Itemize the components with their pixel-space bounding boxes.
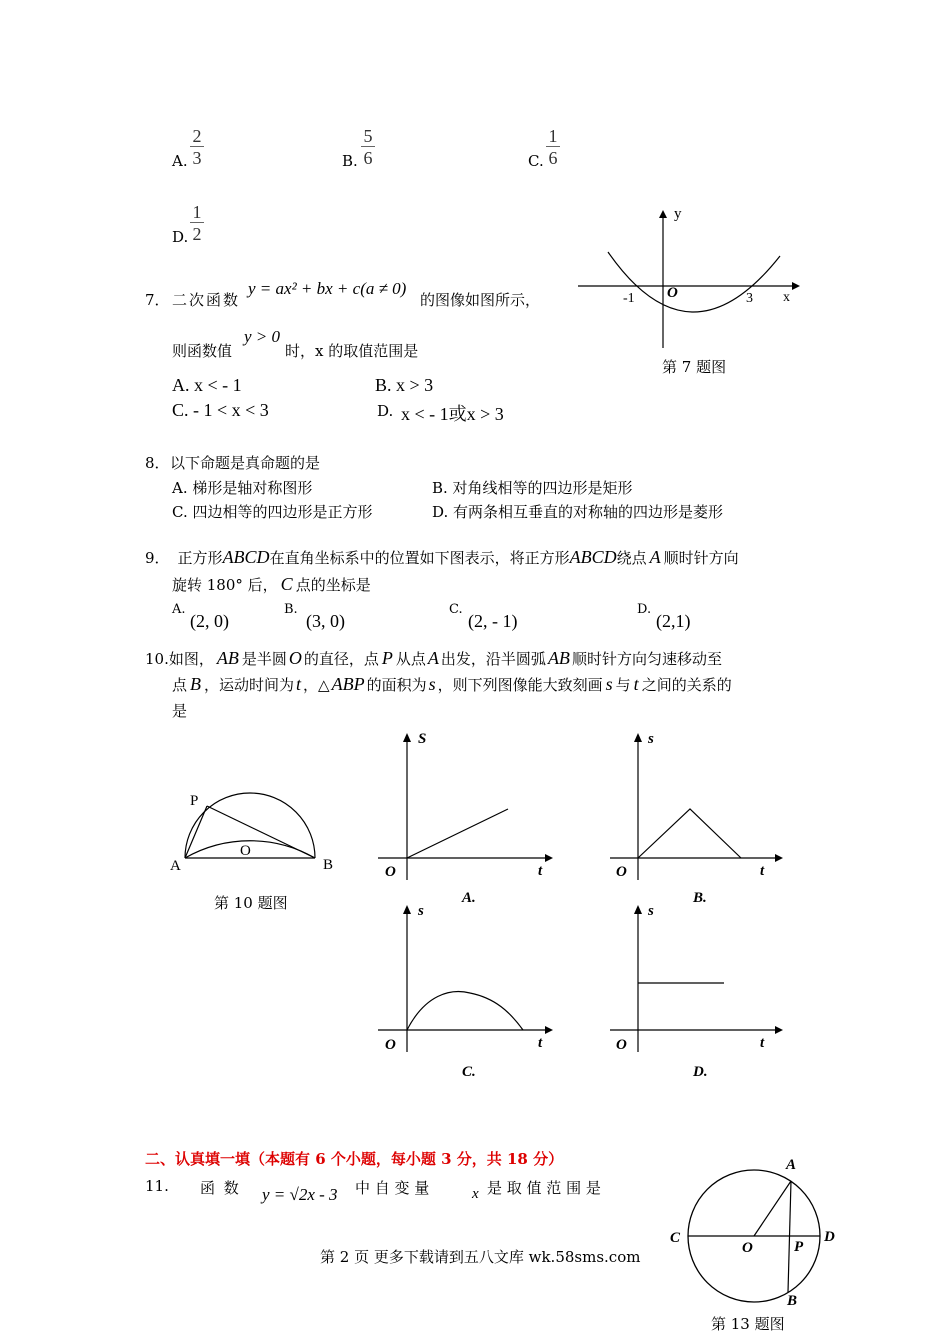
q13-label-d: D — [824, 1229, 835, 1245]
q11-number: 11. — [145, 1177, 169, 1195]
q10-segment-pb — [207, 806, 315, 858]
q9-point-c: C — [280, 574, 293, 594]
q10c-y-label: s — [418, 903, 424, 919]
q10-t3: 的直径，点 — [303, 650, 379, 668]
q10b-triangle-line — [638, 809, 741, 858]
q9-option-a-value: (2, 0) — [190, 611, 229, 631]
q9-option-b-label: B. — [284, 602, 298, 617]
q9-option-b-value: (3, 0) — [306, 611, 345, 631]
q10-o: O — [288, 648, 302, 668]
q9-text-1: 正方形 — [177, 549, 223, 567]
q10d-y-label: s — [648, 903, 654, 919]
q10-line-2 — [172, 674, 732, 695]
q7-option-b: B. x > 3 — [375, 375, 434, 395]
q10-graph-c-label: C. — [462, 1064, 476, 1080]
q10-graph-a-label: A. — [462, 890, 476, 906]
q7-text-3: 则函数值 — [172, 342, 233, 360]
q6-option-c-fraction — [546, 126, 560, 169]
q10d-x-label: t — [760, 1035, 765, 1051]
q10-segment-ap — [185, 806, 207, 858]
q7-text-1: 二次函数 — [172, 291, 241, 309]
q9-text-4: 顺时针方向 — [663, 549, 739, 567]
q11-text-2: 中 自 变 量 — [355, 1179, 430, 1197]
q10b-x-label: t — [760, 863, 765, 879]
q9-option-a-label: A. — [172, 602, 186, 617]
q10-l2a: 点 — [172, 676, 188, 694]
q7-root-2-label: 3 — [746, 291, 753, 306]
q13-label-b: B — [787, 1293, 798, 1309]
q8-stem: 以下命题是真命题的是 — [170, 454, 321, 472]
q10a-y-label: S — [418, 731, 427, 747]
q10-line-3: 是 — [172, 702, 188, 720]
q10-s: s — [428, 674, 436, 694]
q10-t5: 出发，沿半圆弧 — [440, 650, 546, 668]
q7-figure-caption: 第 7 题图 — [662, 358, 727, 376]
q7-origin-label: O — [667, 285, 678, 301]
q7-option-d-label: D. — [377, 402, 394, 420]
q6-option-b-label: B. — [342, 152, 358, 170]
q10c-x-label: t — [538, 1035, 543, 1051]
q9-point-a: A — [649, 547, 661, 567]
q6-b-numerator: 5 — [361, 126, 375, 147]
q7-text-2: 的图像如图所示， — [420, 291, 541, 309]
q10-number: 10. — [145, 650, 169, 668]
q10-graph-d — [600, 900, 790, 1060]
q10a-x-arrow-icon — [545, 854, 553, 862]
q10b-origin: O — [616, 864, 627, 880]
q8-option-a: A. 梯形是轴对称图形 — [172, 479, 313, 497]
q7-number: 7． — [145, 291, 170, 309]
q10a-x-label: t — [538, 863, 543, 879]
q6-option-d-fraction — [190, 202, 204, 245]
q10a-y-arrow-icon — [403, 733, 411, 742]
q10-t2: 是半圆 — [241, 650, 287, 668]
q6-d-denominator: 2 — [192, 224, 202, 244]
q7-y-label: y — [674, 206, 682, 222]
q10-graph-b-label: B. — [693, 890, 707, 906]
q9-option-d-label: D. — [637, 602, 652, 617]
q9-abcd-2: ABCD — [569, 547, 617, 567]
q9-option-c-value: (2, - 1) — [468, 611, 518, 631]
q7-root-1-label: -1 — [623, 291, 635, 306]
q10-abp: ABP — [331, 674, 365, 694]
q13-label-c: C — [670, 1230, 681, 1246]
q11-variable: x — [472, 1186, 479, 1202]
q6-a-denominator: 3 — [192, 148, 202, 168]
q11-text-3: 是 取 值 范 围 是 — [487, 1179, 601, 1197]
q6-option-a-label: A. — [172, 152, 188, 170]
q10-l2f: 与 — [615, 676, 631, 694]
q10-a: A — [427, 648, 439, 668]
q6-c-denominator: 6 — [548, 148, 558, 168]
q6-option-a-fraction — [190, 126, 204, 169]
q6-option-c-label: C. — [528, 152, 544, 170]
q10-t4: 从点 — [395, 650, 426, 668]
section-2-title: 二、认真填一填（本题有 6 个小题，每小题 3 分，共 18 分） — [145, 1150, 564, 1168]
q9-line-1 — [145, 547, 739, 568]
q9-line-2 — [172, 574, 371, 595]
q7-formula: y = ax² + bx + c(a ≠ 0) — [248, 279, 407, 298]
q9-number: 9． — [145, 549, 170, 567]
q9-abcd: ABCD — [222, 547, 270, 567]
q10-graph-c — [370, 900, 560, 1060]
q7-parabola-graph — [570, 200, 800, 360]
q6-d-numerator: 1 — [190, 202, 204, 223]
q7-y-arrow-icon — [659, 210, 667, 218]
q10c-y-arrow-icon — [403, 905, 411, 914]
q10-l2e: ，则下列图像能大致刻画 — [437, 676, 603, 694]
q9-line-2b: 点的坐标是 — [295, 576, 371, 594]
q6-option-b-fraction — [361, 126, 375, 169]
q10-graph-b — [600, 728, 790, 888]
q10-l2c: ，△ — [303, 676, 330, 694]
q6-b-denominator: 6 — [363, 148, 373, 168]
q7-option-a: A. x < - 1 — [172, 375, 242, 395]
q10-graph-a — [370, 728, 560, 888]
q10-b: B — [190, 674, 202, 694]
q9-text-3: 绕点 — [616, 549, 647, 567]
q10-label-a: A — [170, 858, 181, 874]
q13-label-p: P — [794, 1239, 804, 1255]
q10c-origin: O — [385, 1037, 396, 1053]
q8-number: 8． — [145, 454, 170, 472]
q10-ab-2: AB — [547, 648, 570, 668]
q8-option-c: C. 四边相等的四边形是正方形 — [172, 503, 373, 521]
q7-option-d-expr: x < - 1或x > 3 — [401, 404, 504, 424]
q10-label-b: B — [323, 857, 334, 873]
q6-option-d-label: D. — [172, 228, 189, 246]
q13-circle-figure — [660, 1150, 845, 1310]
q10-graph-d-label: D. — [693, 1064, 708, 1080]
q10-figure-caption: 第 10 题图 — [214, 894, 288, 912]
q6-c-numerator: 1 — [546, 126, 560, 147]
q6-a-numerator: 2 — [190, 126, 204, 147]
q10d-origin: O — [616, 1037, 627, 1053]
q9-option-c-label: C. — [449, 602, 463, 617]
q10-label-p: P — [190, 793, 199, 809]
q10a-line — [407, 809, 508, 858]
q10a-origin: O — [385, 864, 396, 880]
q10-t6: 顺时针方向匀速移动至 — [571, 650, 722, 668]
q10c-arc — [407, 992, 523, 1030]
page-footer: 第 2 页 更多下载请到五八文库 wk.58sms.com — [320, 1248, 641, 1266]
q7-option-c: C. - 1 < x < 3 — [172, 400, 269, 420]
q10-semicircle-figure — [165, 780, 345, 880]
q10d-x-arrow-icon — [775, 1026, 783, 1034]
q10-l2d: 的面积为 — [366, 676, 427, 694]
q9-line-2a: 旋转 180° 后， — [172, 576, 278, 594]
q10d-y-arrow-icon — [634, 905, 642, 914]
q10-t1: 如图， — [168, 650, 214, 668]
q10-t: t — [296, 674, 302, 694]
q9-text-2: 在直角坐标系中的位置如下图表示，将正方形 — [269, 549, 570, 567]
q10-label-o: O — [240, 843, 251, 859]
q10-line-1 — [145, 648, 722, 669]
q8-option-b: B. 对角线相等的四边形是矩形 — [432, 479, 633, 497]
q10c-x-arrow-icon — [545, 1026, 553, 1034]
q7-condition: y > 0 — [244, 327, 281, 346]
q8-option-d: D. 有两条相互垂直的对称轴的四边形是菱形 — [432, 503, 724, 521]
q7-x-arrow-icon — [792, 282, 800, 290]
q7-text-4: 时，x 的取值范围是 — [285, 342, 419, 360]
q7-x-label: x — [783, 290, 790, 305]
q10b-y-label: s — [648, 731, 654, 747]
q13-label-a: A — [786, 1157, 797, 1173]
q11-formula: y = √2x - 3 — [262, 1185, 338, 1204]
q10-t-2: t — [633, 674, 639, 694]
q10-s-2: s — [605, 674, 613, 694]
q10-l2b: ，运动时间为 — [204, 676, 295, 694]
q13-label-o: O — [742, 1240, 753, 1256]
q13-figure-caption: 第 13 题图 — [711, 1315, 785, 1333]
q10b-y-arrow-icon — [634, 733, 642, 742]
q10-l2g: 之间的关系的 — [641, 676, 732, 694]
q9-option-d-value: (2,1) — [656, 611, 691, 631]
q11-text-1: 函 数 — [200, 1179, 241, 1197]
q13-radius-oa — [754, 1181, 791, 1236]
q10b-x-arrow-icon — [775, 854, 783, 862]
q10-ab: AB — [216, 648, 239, 668]
q10-p: P — [381, 648, 393, 668]
